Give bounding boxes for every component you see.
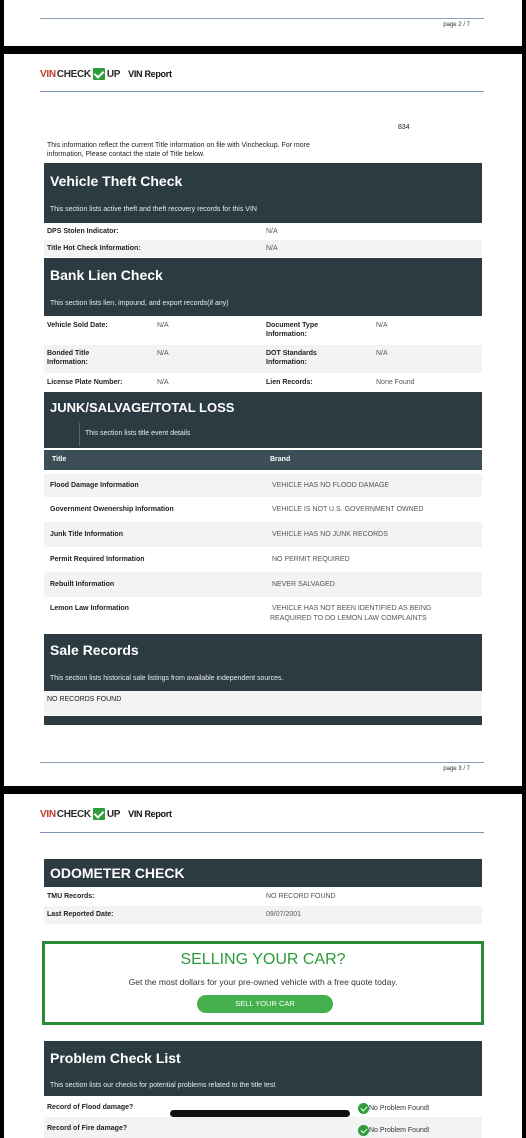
- junk-row-title: Junk Title Information: [50, 531, 123, 538]
- report-page-3: [4, 794, 522, 1138]
- problem-status: [358, 1127, 478, 1137]
- header-divider: [40, 832, 484, 833]
- logo-vin: VIN: [40, 808, 56, 820]
- page-number: page 2 / 7: [443, 22, 470, 28]
- junk-row-brand: VEHICLE IS NOT U.S. GOVERNMENT OWNED: [272, 506, 424, 513]
- theft-row: [44, 224, 482, 240]
- theft-title: Vehicle Theft Check: [50, 173, 183, 189]
- theft-desc: This section lists active theft and theft recovery records for this VIN: [50, 206, 257, 213]
- lien-label: DOT Standards: [266, 350, 317, 357]
- report-number: 834: [398, 124, 410, 131]
- junk-row-title: Lemon Law Information: [50, 605, 129, 612]
- odometer-row: [44, 888, 482, 906]
- sale-section-footer: [44, 716, 482, 725]
- lien-value: N/A: [157, 350, 169, 357]
- lien-label: Information:: [47, 359, 88, 366]
- junk-row: [44, 497, 482, 522]
- page-number: page 3 / 7: [443, 766, 470, 772]
- lien-label: License Plate Number:: [47, 379, 123, 386]
- lien-value: N/A: [376, 322, 388, 329]
- problem-row: [44, 1117, 482, 1138]
- logo-check: CHECK: [56, 808, 91, 820]
- lien-row: [44, 317, 482, 345]
- col-title: Title: [52, 456, 67, 463]
- junk-row-brand: VEHICLE HAS NOT BEEN IDENTIFIED AS BEING: [272, 605, 432, 612]
- junk-section-header: [44, 392, 482, 448]
- problems-title: Problem Check List: [50, 1050, 181, 1066]
- lien-value: N/A: [376, 350, 388, 357]
- odometer-label: TMU Records:: [47, 893, 95, 900]
- promo-subtitle: Get the most dollars for your pre-owned vehicle with a free quote today.: [128, 977, 398, 987]
- sell-car-promo: [42, 941, 484, 1025]
- check-circle-icon: [358, 1125, 369, 1136]
- footer-divider: [40, 18, 484, 19]
- problems-desc: This section lists our checks for potential problems related to the title test: [50, 1082, 276, 1089]
- junk-desc: This section lists title event details: [85, 430, 191, 437]
- problem-status-text: No Problem Found!: [369, 1105, 430, 1112]
- problem-status: [358, 1105, 478, 1115]
- scroll-indicator: [170, 1110, 350, 1117]
- sale-row: [44, 691, 482, 715]
- lien-label: Bonded Title: [47, 350, 90, 357]
- lien-desc: This section lists lien, impound, and export records(if any): [50, 300, 229, 307]
- lien-row: [44, 373, 482, 391]
- junk-row-brand: VEHICLE HAS NO FLOOD DAMAGE: [272, 482, 390, 489]
- theft-value: N/A: [266, 245, 278, 252]
- report-title: VIN Report: [128, 69, 172, 79]
- odometer-label: Last Reported Date:: [47, 911, 114, 918]
- junk-row-title: Government Owenership Information: [50, 506, 174, 513]
- theft-row: [44, 240, 482, 257]
- lien-value: N/A: [157, 379, 169, 386]
- vincheckup-logo: [40, 68, 172, 80]
- theft-label: Title Hot Check Information:: [47, 245, 141, 252]
- col-brand: Brand: [270, 456, 291, 463]
- junk-title: JUNK/SALVAGE/TOTAL LOSS: [50, 400, 235, 415]
- lien-title: Bank Lien Check: [50, 267, 163, 283]
- lien-row: [44, 345, 482, 373]
- odometer-title: ODOMETER CHECK: [50, 865, 185, 881]
- lien-label: Information:: [266, 331, 307, 338]
- junk-row-title: Rebuilt Information: [50, 581, 115, 588]
- sale-desc: This section lists historical sale listings from available independent sources.: [50, 675, 284, 682]
- page-2-footer: [4, 0, 522, 46]
- problem-label: Record of Fire damage?: [47, 1125, 128, 1132]
- footer-divider: [40, 762, 484, 763]
- logo-vin: VIN: [40, 68, 56, 80]
- junk-row-brand: VEHICLE HAS NO JUNK RECORDS: [272, 531, 388, 538]
- vincheckup-logo: [40, 808, 172, 820]
- problem-status-text: No Problem Found!: [369, 1127, 430, 1134]
- lien-label: Information:: [266, 359, 307, 366]
- theft-label: DPS Stolen Indicator:: [47, 228, 119, 235]
- lien-label: Document Type: [266, 322, 318, 329]
- junk-row: [44, 572, 482, 597]
- sale-empty-text: NO RECORDS FOUND: [47, 696, 122, 703]
- header-divider: [40, 91, 484, 92]
- problem-label: Record of Flood damage?: [47, 1104, 134, 1111]
- logo-check: CHECK: [56, 68, 91, 80]
- theft-value: N/A: [266, 228, 278, 235]
- junk-row: [44, 547, 482, 572]
- logo-up: UP: [106, 68, 121, 80]
- lien-value: N/A: [157, 322, 169, 329]
- lien-label: Lien Records:: [266, 379, 313, 386]
- sale-title: Sale Records: [50, 642, 139, 658]
- junk-row-title: Flood Damage Information: [50, 482, 139, 489]
- junk-row-brand: NEVER SALVAGED: [272, 581, 335, 588]
- odometer-section-header: [44, 859, 482, 887]
- junk-row-brand: NO PERMIT REQUIRED: [272, 556, 350, 563]
- intro-line-1: This information reflect the current Title information on file with Vincheckup. For more: [47, 142, 310, 149]
- problems-section-header: [44, 1041, 482, 1096]
- odometer-value: 09/07/2001: [266, 911, 302, 918]
- check-circle-icon: [358, 1103, 369, 1114]
- intro-line-2: information, Please contact the state of Title below.: [47, 151, 205, 158]
- promo-title: SELLING YOUR CAR?: [180, 951, 346, 968]
- junk-table-header: [44, 450, 482, 470]
- report-title: VIN Report: [128, 809, 172, 819]
- junk-row: [44, 597, 482, 631]
- lien-label: Vehicle Sold Date:: [47, 322, 108, 329]
- junk-row: [44, 474, 482, 497]
- logo-up: UP: [106, 808, 121, 820]
- checkmark-icon: [93, 68, 105, 80]
- junk-desc-divider: [79, 423, 80, 446]
- lien-value: None Found: [376, 379, 415, 386]
- junk-row-brand-line2: REAQUIRED TO DO LEMON LAW COMPLAINTS: [270, 615, 427, 622]
- checkmark-icon: [93, 808, 105, 820]
- sell-car-button[interactable]: SELL YOUR CAR: [197, 995, 333, 1013]
- odometer-row: [44, 906, 482, 924]
- report-page-2: [4, 54, 522, 786]
- lien-section-header: [44, 258, 482, 316]
- sale-section-header: [44, 634, 482, 691]
- junk-row-title: Permit Required Information: [50, 556, 145, 563]
- junk-row: [44, 522, 482, 547]
- odometer-value: NO RECORD FOUND: [266, 893, 336, 900]
- theft-section-header: [44, 163, 482, 223]
